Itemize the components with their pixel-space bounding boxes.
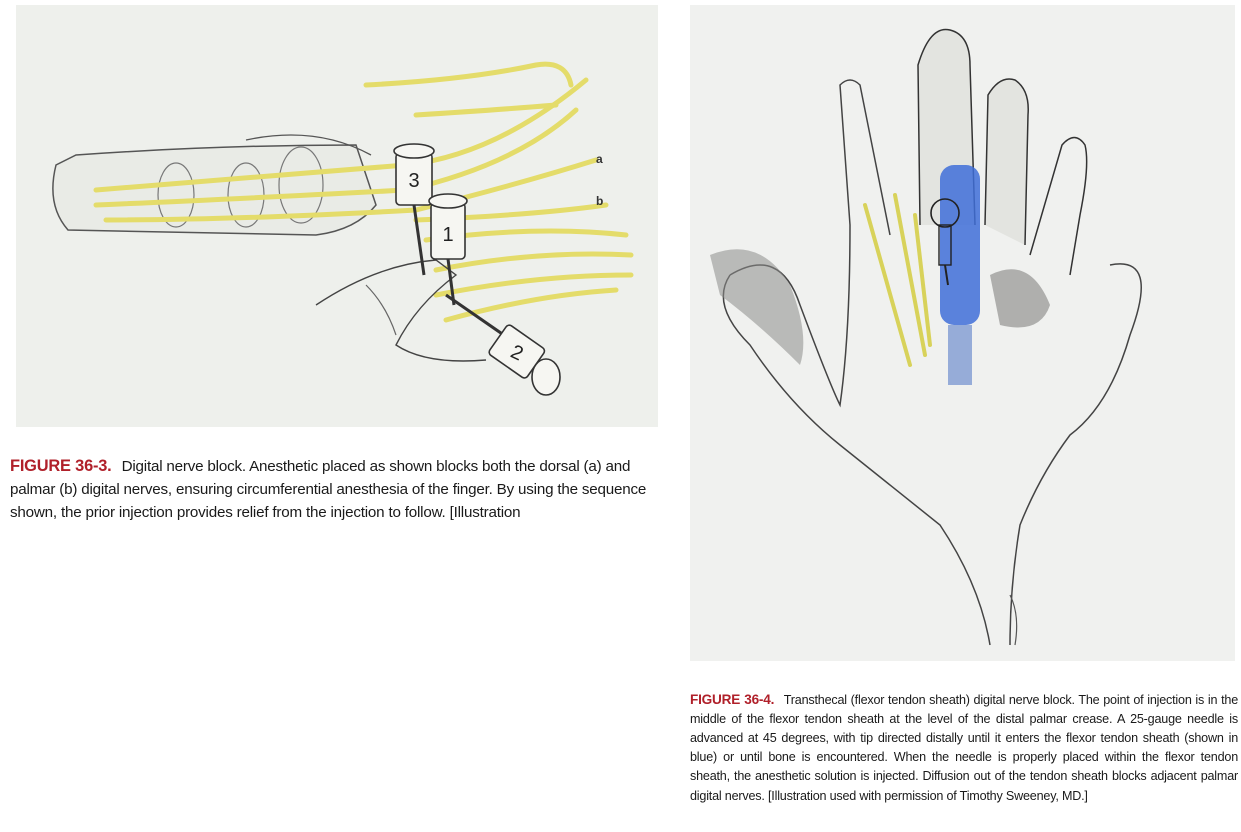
figure-36-3-label: FIGURE 36-3. — [10, 457, 112, 476]
syringe-label-3: 3 — [408, 170, 420, 192]
flexor-tendon-sheath — [940, 165, 980, 325]
syringe-label-1: 1 — [442, 224, 454, 246]
syringe-2 — [446, 295, 560, 395]
thumb-and-index-outline — [730, 80, 890, 405]
knuckle-shading — [990, 269, 1050, 327]
tendon-sheath-lower — [948, 325, 972, 385]
thumb-shading — [710, 249, 803, 365]
hand-transthecal-block-drawing — [690, 5, 1235, 661]
figure-36-4-illustration — [690, 5, 1235, 661]
hand-crease — [366, 285, 396, 335]
figure-36-3-caption-text: Digital nerve block. Anesthetic placed as shown blocks both the dorsal (a) and palmar (b) digital nerves, ensuring circumferential anesthesia of the finger. By using the sequence shown, the prior injection provides relief from the injection to follow. [Illustration — [10, 458, 647, 522]
syringe-label-2: 2 — [507, 340, 527, 366]
nerve-label-b: b — [596, 194, 604, 208]
ring-finger — [985, 79, 1028, 245]
hand-outline — [316, 260, 486, 361]
figure-36-3-caption — [10, 455, 670, 524]
finger-nerve-block-drawing — [16, 5, 658, 427]
figure-36-3-illustration — [16, 5, 658, 427]
figure-36-4-label: FIGURE 36-4. — [690, 691, 775, 707]
nerve-label-a: a — [596, 152, 603, 166]
figure-36-4-caption-text: Transthecal (flexor tendon sheath) digital nerve block. The point of injection is in the middle of the flexor tendon sheath at the level of the distal palmar crease. A 25-gauge needle is advanced at 45 degrees, with tip directed distally until it enters the flexor tendon sheath (shown in blue) or until bone is encountered. When the needle is properly placed within the flexor tendon sheath, the anesthetic solution is injected. Diffusion out of the tendon sheath blocks adjacent palmar digital nerves. [Illustration used with permission of Timothy Sweeney, MD.] — [690, 692, 1238, 803]
little-finger — [1030, 138, 1087, 276]
figure-36-4-caption — [690, 690, 1238, 806]
